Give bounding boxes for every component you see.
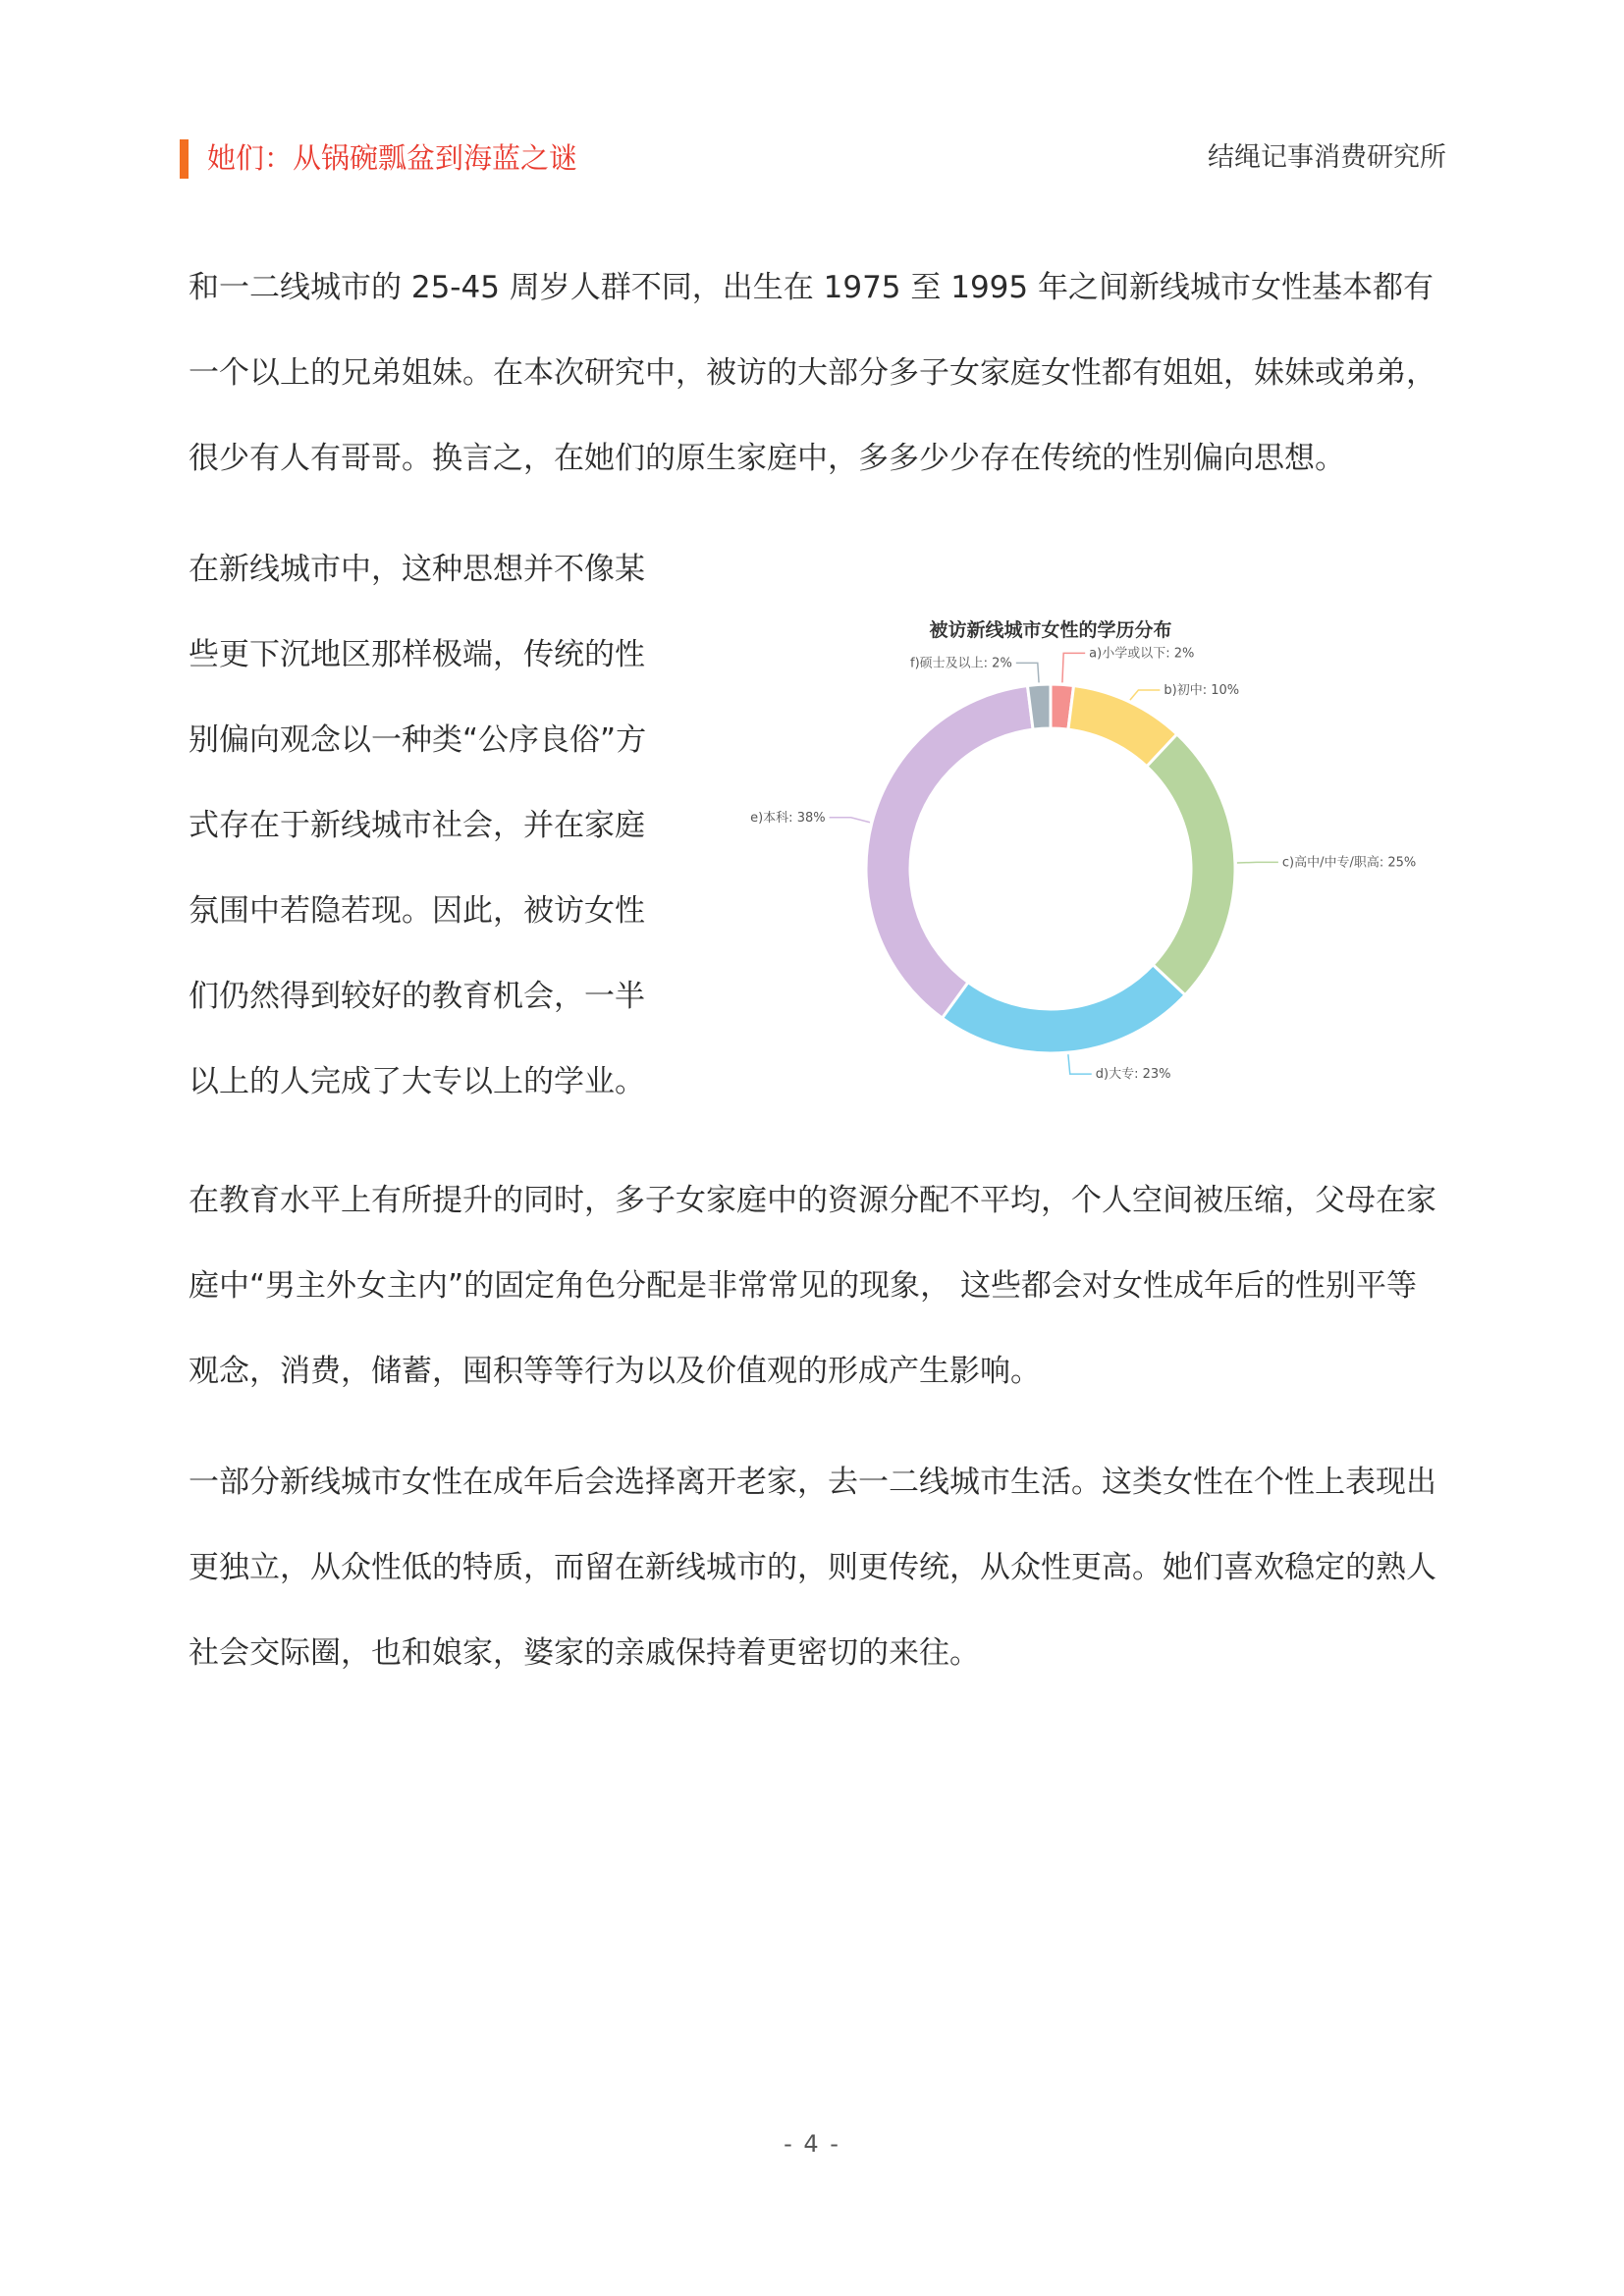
paragraph-3: 在教育水平上有所提升的同时，多子女家庭中的资源分配不平均，个人空间被压缩，父母在家庭中“男主外女主内”的固定角色分配是非常常见的现象， 这些都会对女性成年后的性别平等观念，消费，储蓄，囤积等等行为以及价值观的形成产生影响。 xyxy=(189,1183,1436,1389)
slice-label: f)硕士及以上: 2% xyxy=(910,656,1012,671)
slice-label: b)初中: 10% xyxy=(1164,682,1240,698)
slice-leader-line xyxy=(1062,653,1085,682)
page-header xyxy=(180,137,1446,179)
slice-label: e)本科: 38% xyxy=(750,810,826,826)
header-accent-bar xyxy=(180,139,189,179)
page-number: - 4 - xyxy=(784,2130,840,2158)
header-title: 她们：从锅碗瓢盆到海蓝之谜 xyxy=(207,141,578,175)
donut-slice xyxy=(1027,684,1051,729)
paragraph-2: 在新线城市中，这种思想并不像某些更下沉地区那样极端，传统的性别偏向观念以一种类“公序良俗”方式存在于新线城市社会，并在家庭氛围中若隐若现。因此，被访女性们仍然得到较好的教育机会，一半以上的人完成了大专以上的学业。 xyxy=(189,552,647,1099)
header-org-name: 结绳记事消费研究所 xyxy=(1208,142,1446,173)
slice-leader-line xyxy=(1016,663,1039,682)
slice-leader-line xyxy=(1237,862,1278,863)
education-donut-chart xyxy=(731,609,1458,1099)
slice-label: a)小学或以下: 2% xyxy=(1089,646,1195,662)
slice-leader-line xyxy=(1068,1054,1092,1074)
donut-slice xyxy=(866,685,1033,1018)
slice-label: c)高中/中专/职高: 25% xyxy=(1281,855,1417,871)
chart-title: 被访新线城市女性的学历分布 xyxy=(929,619,1172,641)
paragraph-4: 一部分新线城市女性在成年后会选择离开老家，去一二线城市生活。这类女性在个性上表现出更独立，从众性低的特质，而留在新线城市的，则更传统，从众性更高。她们喜欢稳定的熟人社会交际圈，也和娘家，婆家的亲戚保持着更密切的来往。 xyxy=(189,1465,1436,1671)
donut-slice xyxy=(1147,734,1235,995)
slice-label: d)大专: 23% xyxy=(1095,1067,1171,1083)
slice-leader-line xyxy=(830,818,870,823)
paragraph-1: 和一二线城市的 25-45 周岁人群不同，出生在 1975 至 1995 年之间新线城市女性基本都有一个以上的兄弟姐妹。在本次研究中，被访的大部分多子女家庭女性都有姐姐，妹妹或弟弟，很少有人有哥哥。换言之，在她们的原生家庭中，多多少少存在传统的性别偏向思想。 xyxy=(189,270,1436,476)
slice-leader-line xyxy=(1130,690,1161,700)
donut-chart-svg xyxy=(731,609,1458,1099)
donut-slice xyxy=(942,965,1185,1053)
